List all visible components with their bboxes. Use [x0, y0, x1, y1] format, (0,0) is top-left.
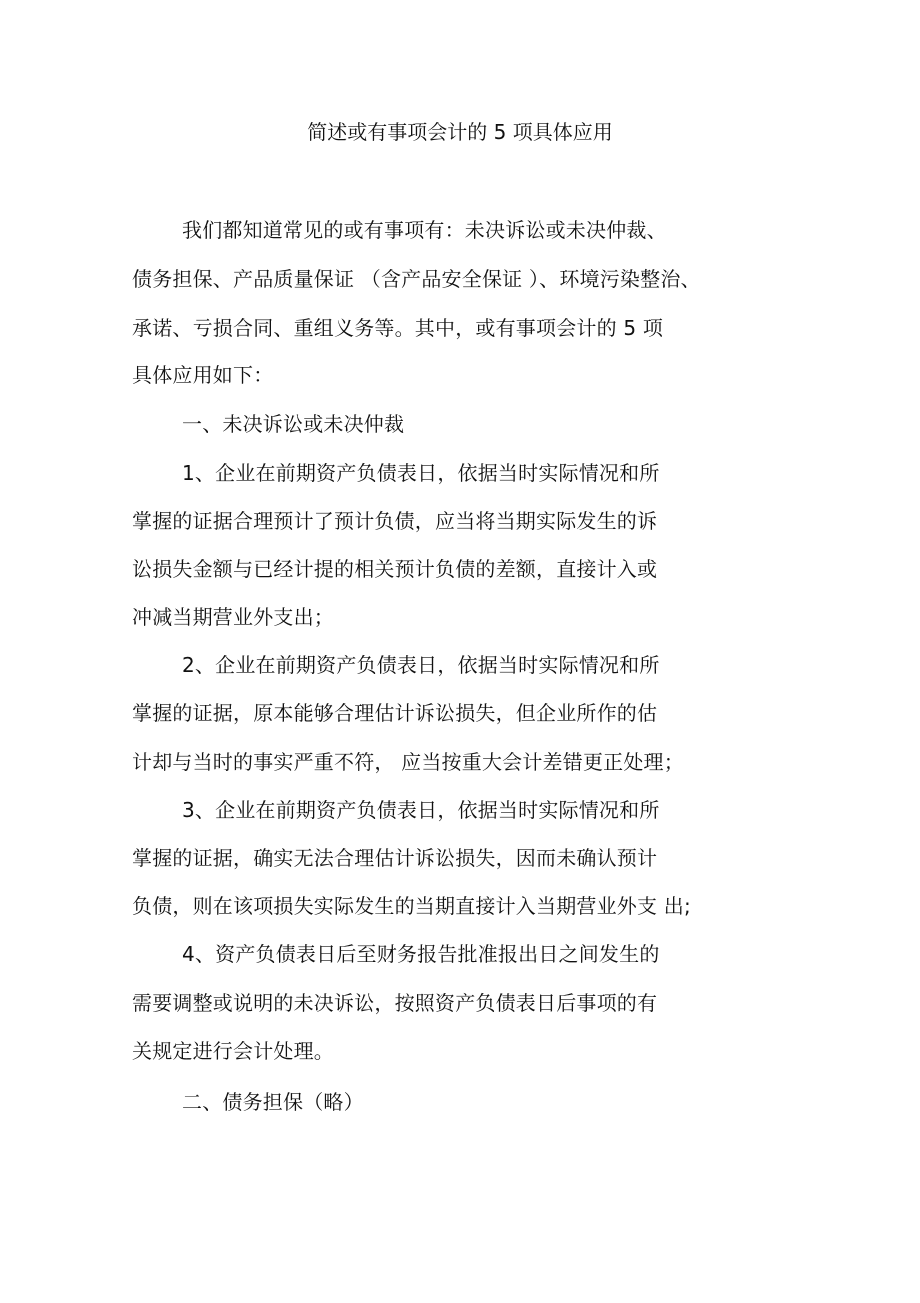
section-heading: 二、债务担保（略）: [182, 1090, 364, 1114]
paragraph-line: 债务担保、产品质量保证 （含产品安全保证 ）、环境污染整治、: [132, 267, 701, 291]
paragraph-line: 我们都知道常见的或有事项有：未决诉讼或未决仲裁、: [182, 218, 667, 242]
paragraph-line: 掌握的证据，原本能够合理估计诉讼损失，但企业所作的估: [132, 701, 658, 725]
paragraph-line: 掌握的证据合理预计了预计负债，应当将当期实际发生的诉: [132, 509, 658, 533]
paragraph-line: 计却与当时的事实严重不符， 应当按重大会计差错更正处理；: [132, 750, 684, 774]
paragraph-line: 3、企业在前期资产负债表日，依据当时实际情况和所: [182, 798, 660, 822]
paragraph-line: 2、企业在前期资产负债表日，依据当时实际情况和所: [182, 653, 660, 677]
paragraph-line: 掌握的证据，确实无法合理估计诉讼损失，因而未确认预计: [132, 846, 658, 870]
paragraph-line: 关规定进行会计处理。: [132, 1039, 334, 1063]
section-heading: 一、未决诉讼或未决仲裁: [182, 412, 405, 436]
paragraph-line: 1、企业在前期资产负债表日，依据当时实际情况和所: [182, 461, 660, 485]
paragraph-line: 需要调整或说明的未决诉讼，按照资产负债表日后事项的有: [132, 991, 658, 1015]
paragraph-line: 负债，则在该项损失实际发生的当期直接计入当期营业外支 出;: [132, 894, 691, 918]
paragraph-line: 具体应用如下：: [132, 363, 274, 387]
paragraph-line: 4、资产负债表日后至财务报告批准报出日之间发生的: [182, 942, 660, 966]
paragraph-line: 冲减当期营业外支出；: [132, 605, 334, 629]
document-title: 简述或有事项会计的 5 项具体应用: [307, 120, 613, 144]
paragraph-line: 讼损失金额与已经计提的相关预计负债的差额，直接计入或: [132, 557, 658, 581]
paragraph-line: 承诺、亏损合同、重组义务等。其中，或有事项会计的 5 项: [132, 316, 664, 340]
